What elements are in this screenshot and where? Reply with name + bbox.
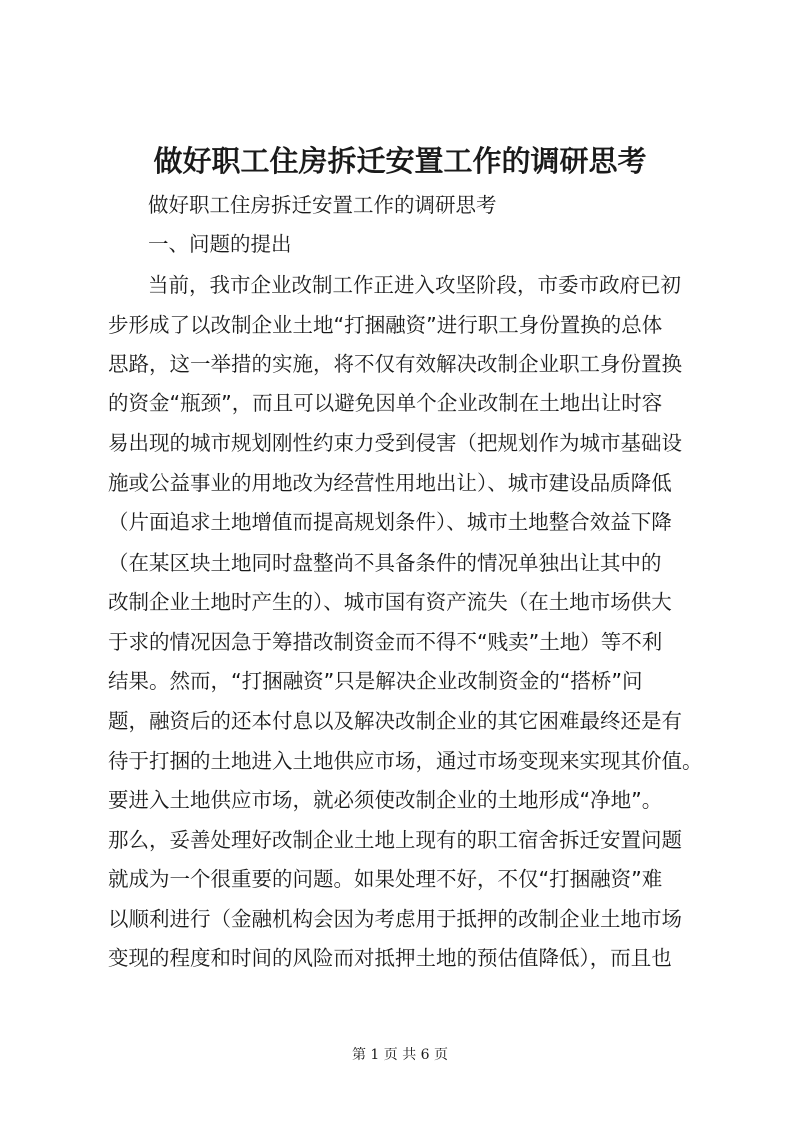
document-title: 做好职工住房拆迁安置工作的调研思考 [153,144,647,178]
paragraph-line: 于求的情况因急于筹措改制资金而不得不“贱卖”土地）等不利 [108,630,663,654]
paragraph-line: （在某区块土地同时盘整尚不具备条件的情况单独出让其中的 [108,551,662,575]
page-footer: 第 1 页 共 6 页 [351,1047,449,1063]
paragraph-line: 以顺利进行（金融机构会因为考虑用于抵押的改制企业土地市场 [108,907,682,931]
paragraph-line: 当前，我市企业改制工作正进入攻坚阶段，市委市政府已初 [148,273,681,297]
paragraph-line: 施或公益事业的用地改为经营性用地出让）、城市建设品质降低 [108,471,672,495]
paragraph-line: 结果。然而，“打捆融资”只是解决企业改制资金的“搭桥”问 [108,669,643,693]
paragraph-line: 变现的程度和时间的风险而对抵押土地的预估值降低），而且也 [108,946,672,970]
section-heading: 一、问题的提出 [148,232,292,256]
paragraph-line: 题，融资后的还本付息以及解决改制企业的其它困难最终还是有 [108,709,682,733]
paragraph-line: 思路，这一举措的实施，将不仅有效解决改制企业职工身份置换 [108,352,682,376]
paragraph-line: 的资金“瓶颈”，而且可以避免因单个企业改制在土地出让时容 [108,391,663,415]
paragraph-line: 易出现的城市规划刚性约束力受到侵害（把规划作为城市基础设 [108,431,682,455]
paragraph-line: 就成为一个很重要的问题。如果处理不好，不仅“打捆融资”难 [108,867,663,891]
paragraph-line: 那么，妥善处理好改制企业土地上现有的职工宿舍拆迁安置问题 [108,828,682,852]
document-subtitle: 做好职工住房拆迁安置工作的调研思考 [148,193,497,217]
paragraph-line: （片面追求土地增值而提高规划条件）、城市土地整合效益下降 [108,510,672,534]
paragraph-line: 要进入土地供应市场，就必须使改制企业的土地形成“净地”。 [108,788,663,812]
paragraph-line: 步形成了以改制企业土地“打捆融资”进行职工身份置换的总体 [108,313,663,337]
paragraph-line: 待于打捆的土地进入土地供应市场，通过市场变现来实现其价值。 [108,749,703,773]
paragraph-line: 改制企业土地时产生的）、城市国有资产流失（在土地市场供大 [108,590,672,614]
